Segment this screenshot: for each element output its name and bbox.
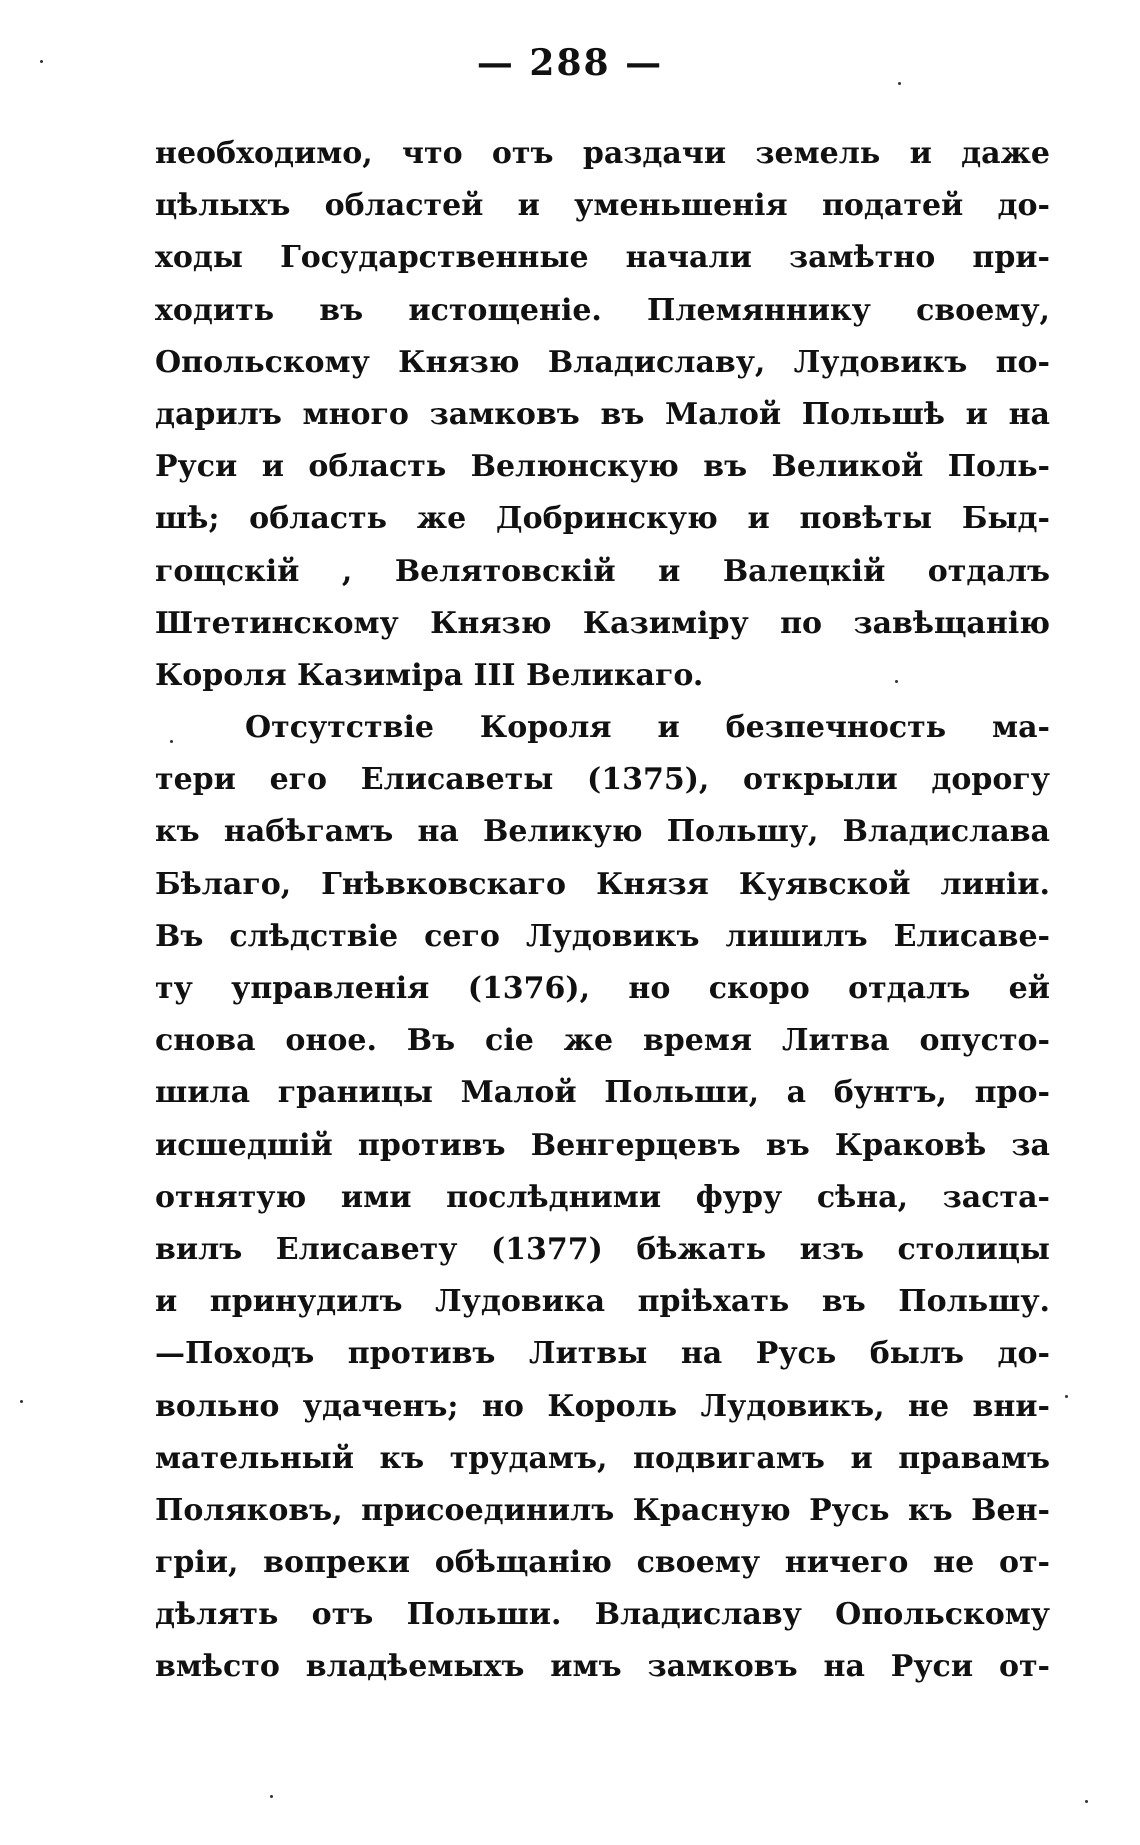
- text-line: Бѣлаго, Гнѣвковскаго Князя Куявской линіи.: [155, 866, 1050, 902]
- text-line: шила границы Малой Польши, а бунтъ, про-: [155, 1075, 1050, 1111]
- scan-speck: [270, 1795, 273, 1798]
- text-line: дарилъ много замковъ въ Малой Польшѣ и на: [155, 396, 1050, 432]
- text-line: тери его Елисаветы (1375), открыли дорогу: [155, 762, 1050, 798]
- text-line: отнятую ими послѣдними фуру сѣна, заста-: [155, 1179, 1050, 1215]
- text-line: вилъ Елисавету (1377) бѣжать изъ столицы: [155, 1231, 1050, 1267]
- text-line: снова оное. Въ сіе же время Литва опусто-: [155, 1023, 1050, 1059]
- page-number: — 288 —: [476, 42, 664, 84]
- text-line: цѣлыхъ областей и уменьшенія податей до-: [155, 188, 1050, 224]
- text-line: дѣлять отъ Польши. Владиславу Опольскому: [155, 1597, 1050, 1633]
- text-line: гріи, вопреки обѣщанію своему ничего не от-: [155, 1545, 1050, 1581]
- scan-speck: [1065, 1395, 1068, 1398]
- scan-speck: [1085, 1800, 1088, 1803]
- text-line: Въ слѣдствіе сего Лудовикъ лишилъ Елисаве-: [155, 918, 1050, 954]
- text-line: Штетинскому Князю Казиміру по завѣщанію: [155, 605, 1050, 641]
- text-line: гощскій , Велятовскій и Валецкій отдалъ: [155, 553, 1050, 589]
- text-line: мательный къ трудамъ, подвигамъ и правамъ: [155, 1440, 1050, 1476]
- text-line: Поляковъ, присоединилъ Красную Русь къ Вен-: [155, 1492, 1050, 1528]
- text-line: Руси и область Велюнскую въ Великой Поль-: [155, 449, 1050, 485]
- text-line: вольно удаченъ; но Король Лудовикъ, не вни-: [155, 1388, 1050, 1424]
- text-line: Опольскому Князю Владиславу, Лудовикъ по-: [155, 344, 1050, 380]
- text-line: ходы Государственные начали замѣтно при-: [155, 240, 1050, 276]
- scan-speck: [40, 60, 43, 63]
- text-line: къ набѣгамъ на Великую Польшу, Владислава: [155, 814, 1050, 850]
- text-line: необходимо, что отъ раздачи земель и даже: [155, 136, 1050, 171]
- text-line: вмѣсто владѣемыхъ имъ замковъ на Руси от-: [155, 1649, 1050, 1685]
- text-line: ходить въ истощеніе. Племяннику своему,: [155, 292, 1050, 328]
- text-line: и принудилъ Лудовика пріѣхать въ Польшу.: [155, 1284, 1050, 1320]
- text-line: —Походъ противъ Литвы на Русь былъ до-: [155, 1336, 1050, 1372]
- text-line: Отсутствіе Короля и безпечность ма-: [245, 710, 1050, 746]
- text-line: исшедшій противъ Венгерцевъ въ Краковѣ за: [155, 1127, 1050, 1163]
- scan-speck: [20, 1400, 23, 1403]
- text-line: ту управленія (1376), но скоро отдалъ ей: [155, 971, 1050, 1006]
- text-line: Короля Казиміра III Великагo.: [155, 657, 704, 693]
- scan-speck: [170, 740, 173, 743]
- scan-speck: [895, 680, 898, 683]
- text-line: шѣ; область же Добринскую и повѣты Быд-: [155, 501, 1050, 537]
- scan-speck: [898, 82, 901, 85]
- body-text: [155, 128, 1050, 1694]
